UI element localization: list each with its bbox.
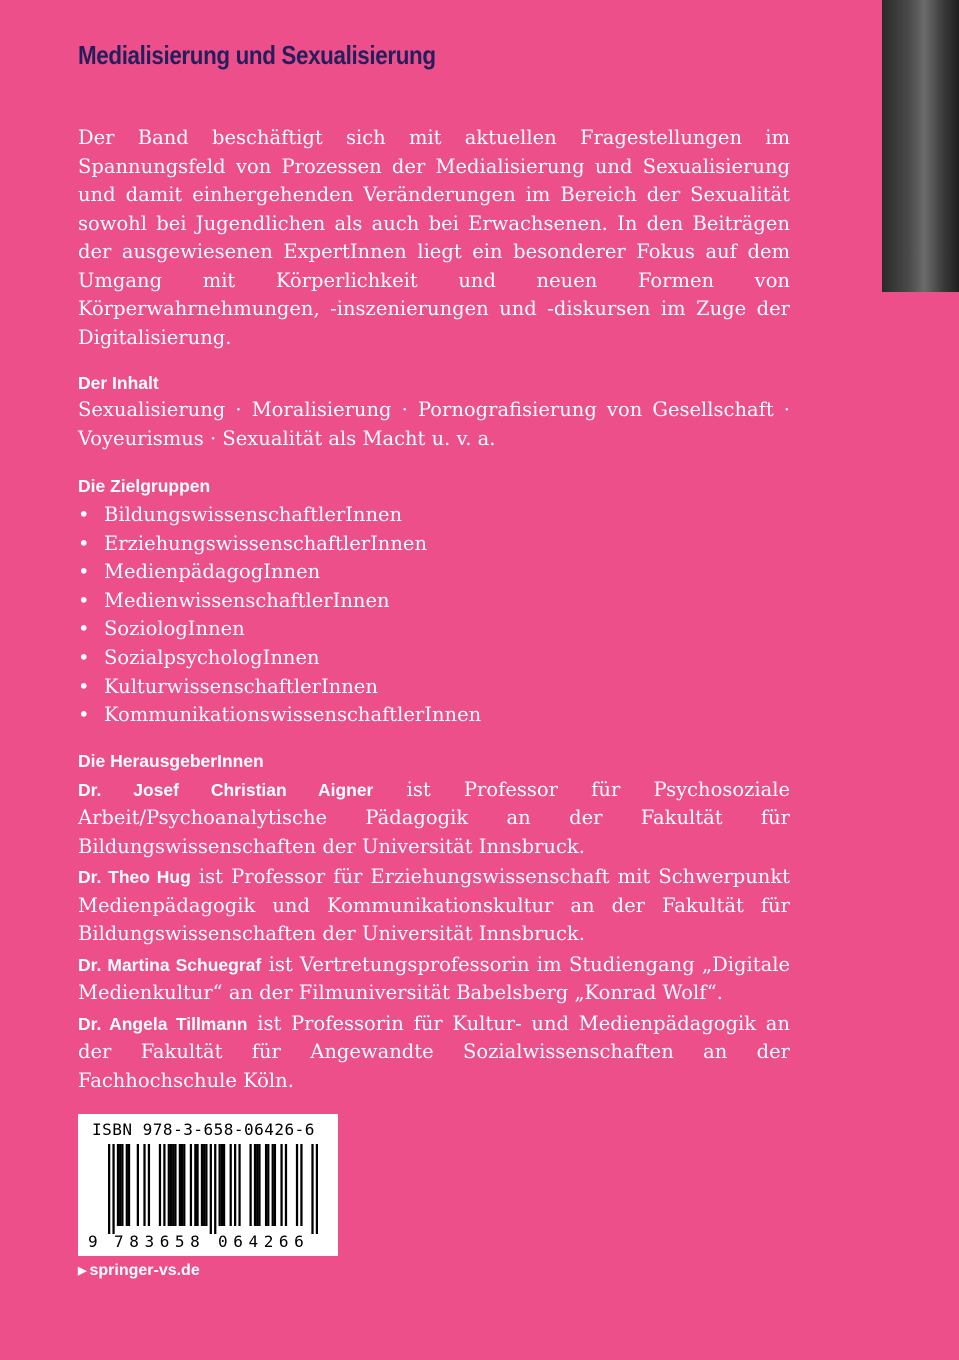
bullet-icon: • <box>78 703 90 727</box>
bullet-icon: • <box>78 674 90 698</box>
barcode-bar <box>168 1144 170 1226</box>
isbn-barcode <box>78 1114 338 1256</box>
barcode-bar <box>163 1144 165 1226</box>
isbn-label: ISBN 978-3-658-06426-6 <box>92 1120 315 1139</box>
list-item: • MedienpädagogInnen <box>78 558 790 587</box>
barcode-bar <box>170 1144 172 1226</box>
bullet-icon: • <box>78 617 90 641</box>
barcode-bar <box>179 1144 181 1226</box>
barcode-bars <box>108 1144 318 1234</box>
bullet-icon: • <box>78 531 90 555</box>
barcode-bar <box>174 1144 176 1226</box>
website-label: springer-vs.de <box>89 1262 200 1279</box>
list-item: • BildungswissenschaftlerInnen <box>78 501 790 530</box>
barcode-bar <box>183 1144 185 1226</box>
isbn-digit-first: 9 <box>88 1232 98 1251</box>
arrow-right-icon: ▶ <box>78 1265 87 1277</box>
barcode-bar <box>265 1144 267 1226</box>
barcode-bar <box>221 1144 223 1226</box>
bullet-icon: • <box>78 503 90 526</box>
barcode-bar <box>205 1144 207 1226</box>
barcode-bar <box>267 1144 269 1226</box>
editor-name: Dr. Angela Tillmann <box>78 1013 248 1034</box>
barcode-bar <box>214 1144 216 1234</box>
barcode-bar <box>117 1144 119 1226</box>
content-heading: Der Inhalt <box>78 373 159 393</box>
barcode-bar <box>272 1144 274 1226</box>
barcode-bar <box>210 1144 212 1234</box>
barcode-bar <box>143 1144 145 1226</box>
isbn-digits-right: 064266 <box>218 1232 310 1251</box>
editor-bio: Dr. Martina Schuegraf ist Vertretungsprofessorin im Studiengang „Digitale Medienkultur“ an der Filmuniversität Babelsberg „Konrad Wolf“. <box>78 952 790 1005</box>
bullet-icon: • <box>78 588 90 612</box>
barcode-bar <box>311 1144 313 1234</box>
barcode-bar <box>203 1144 205 1226</box>
barcode-bar <box>238 1144 240 1226</box>
barcode-bar <box>126 1144 128 1226</box>
spine-shadow <box>882 0 959 292</box>
barcode-bar <box>300 1144 302 1226</box>
barcode-bar <box>234 1144 236 1226</box>
barcode-bar <box>108 1144 110 1234</box>
barcode-bar <box>190 1144 192 1226</box>
barcode-bar <box>274 1144 276 1226</box>
barcode-bar <box>296 1144 298 1226</box>
publisher-website[interactable] <box>78 1262 200 1280</box>
barcode-bar <box>112 1144 114 1234</box>
list-item: • SozialpsychologInnen <box>78 644 790 673</box>
book-title: Medialisierung und Sexualisierung <box>78 40 436 70</box>
audience-list <box>78 501 790 730</box>
barcode-bar <box>121 1144 123 1226</box>
isbn-digits-left: 783658 <box>114 1232 206 1251</box>
back-cover-text <box>78 124 790 1095</box>
editor-bio: Dr. Theo Hug ist Professor für Erziehungswissenschaft mit Schwerpunkt Medienpädagogik und Kommunikationskultur an der Fakultät für Bildungswissenschaften der Universität Innsbruck. <box>78 865 791 946</box>
list-item: • MedienwissenschaftlerInnen <box>78 587 790 616</box>
barcode-bar <box>159 1144 161 1226</box>
barcode-bar <box>223 1144 225 1226</box>
editor-bio: Dr. Josef Christian Aigner ist Professor für Psychosoziale Arbeit/Psychoanalytische Pädagogik an der Fakultät für Bildungswissenschaften der Universität Innsbruck. <box>78 777 790 858</box>
barcode-bar <box>148 1144 150 1226</box>
bullet-icon: • <box>78 645 90 669</box>
editors-heading: Die HerausgeberInnen <box>78 750 264 771</box>
barcode-bar <box>285 1144 287 1226</box>
barcode-bar <box>258 1144 260 1226</box>
barcode-bar <box>316 1144 318 1234</box>
editor-bio: Dr. Angela Tillmann ist Professorin für Kultur- und Medienpädagogik an der Fakultät für Angewandte Sozialwissenschaften an der Fachhochschule Köln. <box>78 1011 790 1092</box>
bullet-icon: • <box>78 560 90 584</box>
list-item: • SoziologInnen <box>78 615 790 644</box>
barcode-bar <box>254 1144 256 1226</box>
editor-name: Dr. Martina Schuegraf <box>78 954 262 975</box>
barcode-bar <box>219 1144 221 1226</box>
barcode-bar <box>249 1144 251 1226</box>
barcode-bar <box>230 1144 232 1226</box>
barcode-bar <box>201 1144 203 1226</box>
content-text: Sexualisierung · Moralisierung · Pornografisierung von Gesellschaft · Voyeurismus · Sexualität als Macht u. v. a. <box>78 398 790 450</box>
barcode-bar <box>181 1144 183 1226</box>
editor-name: Dr. Josef Christian Aigner <box>78 779 374 800</box>
barcode-bar <box>128 1144 130 1226</box>
list-item: • ErziehungswissenschaftlerInnen <box>78 530 790 559</box>
barcode-bar <box>137 1144 139 1226</box>
barcode-bar <box>172 1144 174 1226</box>
barcode-bar <box>194 1144 196 1226</box>
editor-name: Dr. Theo Hug <box>78 867 191 888</box>
barcode-bar <box>196 1144 198 1226</box>
list-item: • KulturwissenschaftlerInnen <box>78 673 790 702</box>
barcode-bar <box>280 1144 282 1226</box>
audience-heading: Die Zielgruppen <box>78 476 211 496</box>
book-description: Der Band beschäftigt sich mit aktuellen Fragestellungen im Spannungsfeld von Prozessen der Medialisierung und Sexualisierung und damit einhergehenden Veränderungen im Bereich der Sexualität sowohl bei Jugendlichen als auch bei Erwachsenen. In den Beiträgen der ausgewiesenen ExpertInnen liegt ein besonderer Fokus auf dem Umgang mit Körperlichkeit und neuen Formen von Körperwahrnehmungen, -inszenierungen und -diskursen im Zuge der Digitalisierung. <box>78 126 790 349</box>
barcode-bar <box>119 1144 121 1226</box>
list-item: • KommunikationswissenschaftlerInnen <box>78 701 790 730</box>
barcode-bar <box>256 1144 258 1226</box>
